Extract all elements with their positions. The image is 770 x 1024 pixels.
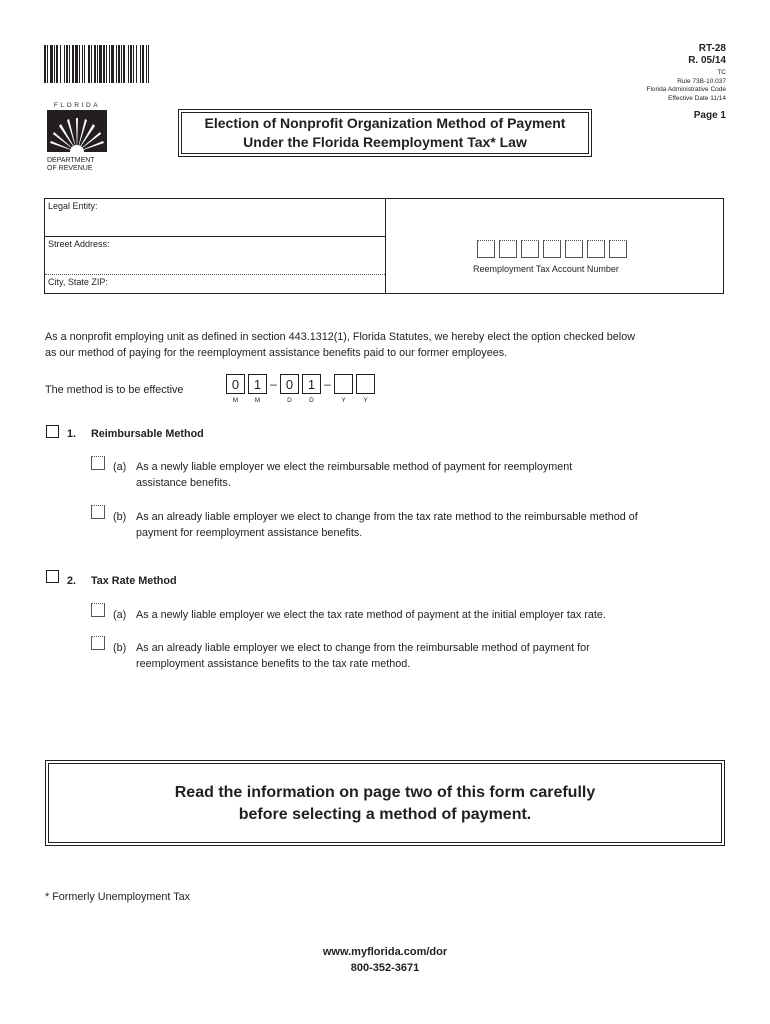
street-address-label: Street Address: bbox=[48, 239, 110, 249]
department-name bbox=[47, 157, 117, 173]
city-state-zip-label: City, State ZIP: bbox=[48, 277, 108, 287]
form-id bbox=[688, 43, 726, 67]
date-label-m: M bbox=[254, 397, 261, 404]
footer bbox=[0, 944, 770, 976]
date-label-y: Y bbox=[341, 397, 346, 404]
effective-date-field bbox=[226, 374, 375, 394]
intro-line1: As a nonprofit employing unit as defined in section 443.1312(1), Florida Statutes, we hereby elect the option checked below bbox=[45, 331, 635, 343]
account-digit-box[interactable] bbox=[609, 240, 627, 258]
date-label-y: Y bbox=[363, 397, 368, 404]
intro-line2: as our method of paying for the reemployment assistance benefits paid to our former employees. bbox=[45, 347, 508, 359]
option1b-text bbox=[136, 509, 736, 541]
date-field-labels bbox=[226, 397, 375, 404]
title-line1: Election of Nonprofit Organization Method of Payment bbox=[204, 115, 566, 131]
divider bbox=[45, 274, 385, 275]
option2b-line1: As an already liable employer we elect to change from the reimbursable method of payment for bbox=[136, 642, 590, 654]
account-digit-box[interactable] bbox=[543, 240, 561, 258]
option1a-line2: assistance benefits. bbox=[136, 477, 231, 489]
option2-number: 2. bbox=[67, 575, 77, 587]
option2a-text: As a newly liable employer we elect the tax rate method of payment at the initial employer tax rate. bbox=[136, 609, 606, 621]
option2-title: Tax Rate Method bbox=[91, 575, 177, 587]
notice-line2: before selecting a method of payment. bbox=[238, 806, 532, 823]
legal-entity-label: Legal Entity: bbox=[48, 201, 98, 211]
option1a-checkbox[interactable] bbox=[91, 456, 105, 470]
date-month-1[interactable]: 0 bbox=[226, 374, 245, 394]
option1b-label: (b) bbox=[113, 511, 127, 523]
option2a-label: (a) bbox=[113, 609, 127, 621]
footnote: * Formerly Unemployment Tax bbox=[45, 891, 191, 903]
page-number: Page 1 bbox=[693, 110, 726, 121]
date-separator: – bbox=[324, 377, 331, 391]
option2b-label: (b) bbox=[113, 642, 127, 654]
account-digit-box[interactable] bbox=[521, 240, 539, 258]
admin-code: Florida Administrative Code bbox=[646, 86, 726, 93]
date-day-1[interactable]: 0 bbox=[280, 374, 299, 394]
barcode bbox=[44, 45, 226, 83]
account-digit-box[interactable] bbox=[587, 240, 605, 258]
tc-label: TC bbox=[717, 69, 726, 76]
option1b-line1: As an already liable employer we elect to change from the tax rate method to the reimbursable method of bbox=[136, 511, 638, 523]
reimbursable-method-checkbox[interactable] bbox=[46, 425, 59, 438]
option1b-line2: payment for reemployment assistance benefits. bbox=[136, 527, 363, 539]
account-digit-box[interactable] bbox=[499, 240, 517, 258]
entity-info-box bbox=[44, 198, 724, 294]
option1a-label: (a) bbox=[113, 461, 127, 473]
option1a-text bbox=[136, 459, 726, 491]
tax-rate-method-checkbox[interactable] bbox=[46, 570, 59, 583]
date-day-2[interactable]: 1 bbox=[302, 374, 321, 394]
effective-date-note: Effective Date 11/14 bbox=[668, 94, 726, 102]
option1b-checkbox[interactable] bbox=[91, 505, 105, 519]
footer-url[interactable]: www.myflorida.com/dor bbox=[322, 946, 448, 958]
date-label-m: M bbox=[232, 397, 239, 404]
account-number-boxes[interactable] bbox=[477, 240, 627, 258]
account-digit-box[interactable] bbox=[565, 240, 583, 258]
divider bbox=[45, 236, 385, 237]
option2b-checkbox[interactable] bbox=[91, 636, 105, 650]
logo-state-name: FLORIDA bbox=[53, 102, 101, 109]
date-separator: – bbox=[270, 377, 277, 391]
date-label-d: D bbox=[309, 397, 314, 404]
rule-info bbox=[647, 69, 726, 103]
date-month-2[interactable]: 1 bbox=[248, 374, 267, 394]
effective-date-label: The method is to be effective bbox=[45, 384, 184, 396]
address-fields bbox=[45, 199, 386, 293]
page-title bbox=[178, 114, 592, 152]
dept-line1: DEPARTMENT bbox=[47, 157, 95, 164]
option1-number: 1. bbox=[67, 428, 77, 440]
rule-number: Rule 73B-10.037 bbox=[677, 77, 726, 85]
date-year-2[interactable] bbox=[356, 374, 375, 394]
revision: R. 05/14 bbox=[688, 55, 726, 66]
notice-text bbox=[45, 782, 725, 826]
option1-title: Reimbursable Method bbox=[91, 428, 204, 440]
form-number: RT-28 bbox=[698, 43, 726, 54]
account-digit-box[interactable] bbox=[477, 240, 495, 258]
title-line2: Under the Florida Reemployment Tax* Law bbox=[243, 134, 527, 150]
florida-dor-logo-icon bbox=[47, 110, 107, 156]
option2a-checkbox[interactable] bbox=[91, 603, 105, 617]
dept-line2: OF REVENUE bbox=[47, 165, 93, 172]
date-label-d: D bbox=[287, 397, 292, 404]
intro-paragraph bbox=[45, 329, 735, 361]
option2b-text bbox=[136, 640, 726, 672]
option2b-line2: reemployment assistance benefits to the tax rate method. bbox=[136, 658, 411, 670]
option1a-line1: As a newly liable employer we elect the reimbursable method of payment for reemployment bbox=[136, 461, 573, 473]
notice-line1: Read the information on page two of this form carefully bbox=[174, 784, 596, 801]
date-year-1[interactable] bbox=[334, 374, 353, 394]
footer-phone: 800-352-3671 bbox=[350, 962, 420, 974]
account-number-label: Reemployment Tax Account Number bbox=[473, 264, 619, 274]
